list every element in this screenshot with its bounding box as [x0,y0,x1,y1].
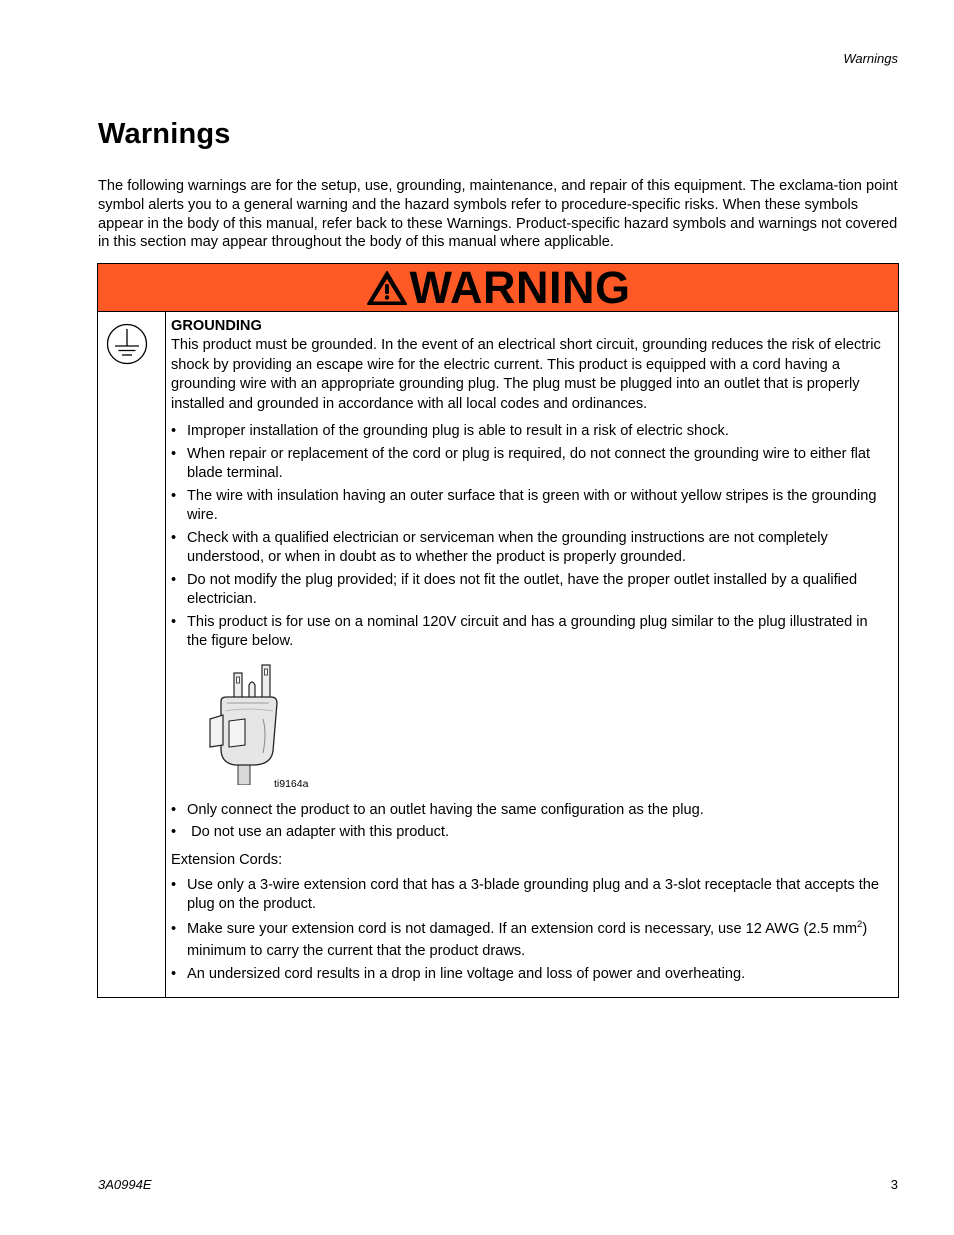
footer-doc-number: 3A0994E [98,1177,152,1192]
warning-box [97,263,899,998]
exclamation-triangle-icon [366,270,408,306]
grounding-plug-illustration [207,663,287,785]
plug-figure [171,657,890,797]
ground-icon [106,323,148,365]
grounding-row [98,312,898,997]
list-item: • The wire with insulation having an outer surface that is green with or without yellow stripes is the grounding wire. [171,487,890,526]
warning-banner-text: WARNING [409,262,631,313]
list-item [171,918,890,962]
section-title: GROUNDING [171,318,262,334]
hazard-symbol-cell [98,312,166,997]
list-item-text: Make sure your extension cord is not damaged. If an extension cord is necessary, use 12 AWG (2.5 mm [187,921,858,938]
list-item: • Use only a 3-wire extension cord that has a 3-blade grounding plug and a 3-slot receptacle that accepts the plug on the product. [171,876,890,915]
warning-banner [98,264,898,312]
figure-id: ti9164a [274,778,309,791]
plug-bullets [171,801,890,843]
list-item [171,823,890,842]
list-item: • Do not modify the plug provided; if it does not fit the outlet, have the proper outlet installed by a qualified electrician. [171,571,890,610]
extension-cords-label: Extension Cords: [171,851,283,868]
list-item: • An undersized cord results in a drop in line voltage and loss of power and overheating. [171,965,890,984]
list-item: • When repair or replacement of the cord or plug is required, do not connect the grounding wire to either flat blade terminal. [171,445,890,484]
extension-bullets [171,876,890,985]
list-item: • Check with a qualified electrician or serviceman when the grounding instructions are not completely understood, or when in doubt as to whether the product is properly grounded. [171,529,890,568]
page-title: Warnings [98,118,231,150]
grounding-paragraph: This product must be grounded. In the event of an electrical short circuit, grounding reduces the risk of electric shock by providing an escape wire for the electric current. This product is equipped with a cord having a grounding wire with an appropriate grounding plug. The plug must be plugged into an outlet that is properly installed and grounded in accordance with all local codes and ordinances. [171,337,881,412]
intro-paragraph: The following warnings are for the setup, use, grounding, maintenance, and repair of this equipment. The exclama-tion point symbol alerts you to a general warning and the hazard symbols refer to procedure-specific risks. When these symbols appear in the body of this manual, refer back to these Warnings. Product-specific hazard symbols and warnings not covered in this section may appear throughout the body of this manual where applicable. [98,178,898,251]
list-item-text: ) minimum to carry the current that the product draws. [187,921,868,960]
running-head: Warnings [843,51,898,66]
list-item-text: Do not use an adapter with this product. [187,824,450,841]
superscript: 2 [857,919,863,931]
footer-page-number: 3 [890,1177,898,1192]
grounding-text [166,312,898,997]
list-item: • Improper installation of the grounding plug is able to result in a risk of electric shock. [171,422,890,441]
list-item: • This product is for use on a nominal 120V circuit and has a grounding plug similar to the plug illustrated in the figure below. [171,613,890,652]
grounding-bullets [171,422,890,651]
list-item: • Only connect the product to an outlet having the same configuration as the plug. [171,801,890,820]
